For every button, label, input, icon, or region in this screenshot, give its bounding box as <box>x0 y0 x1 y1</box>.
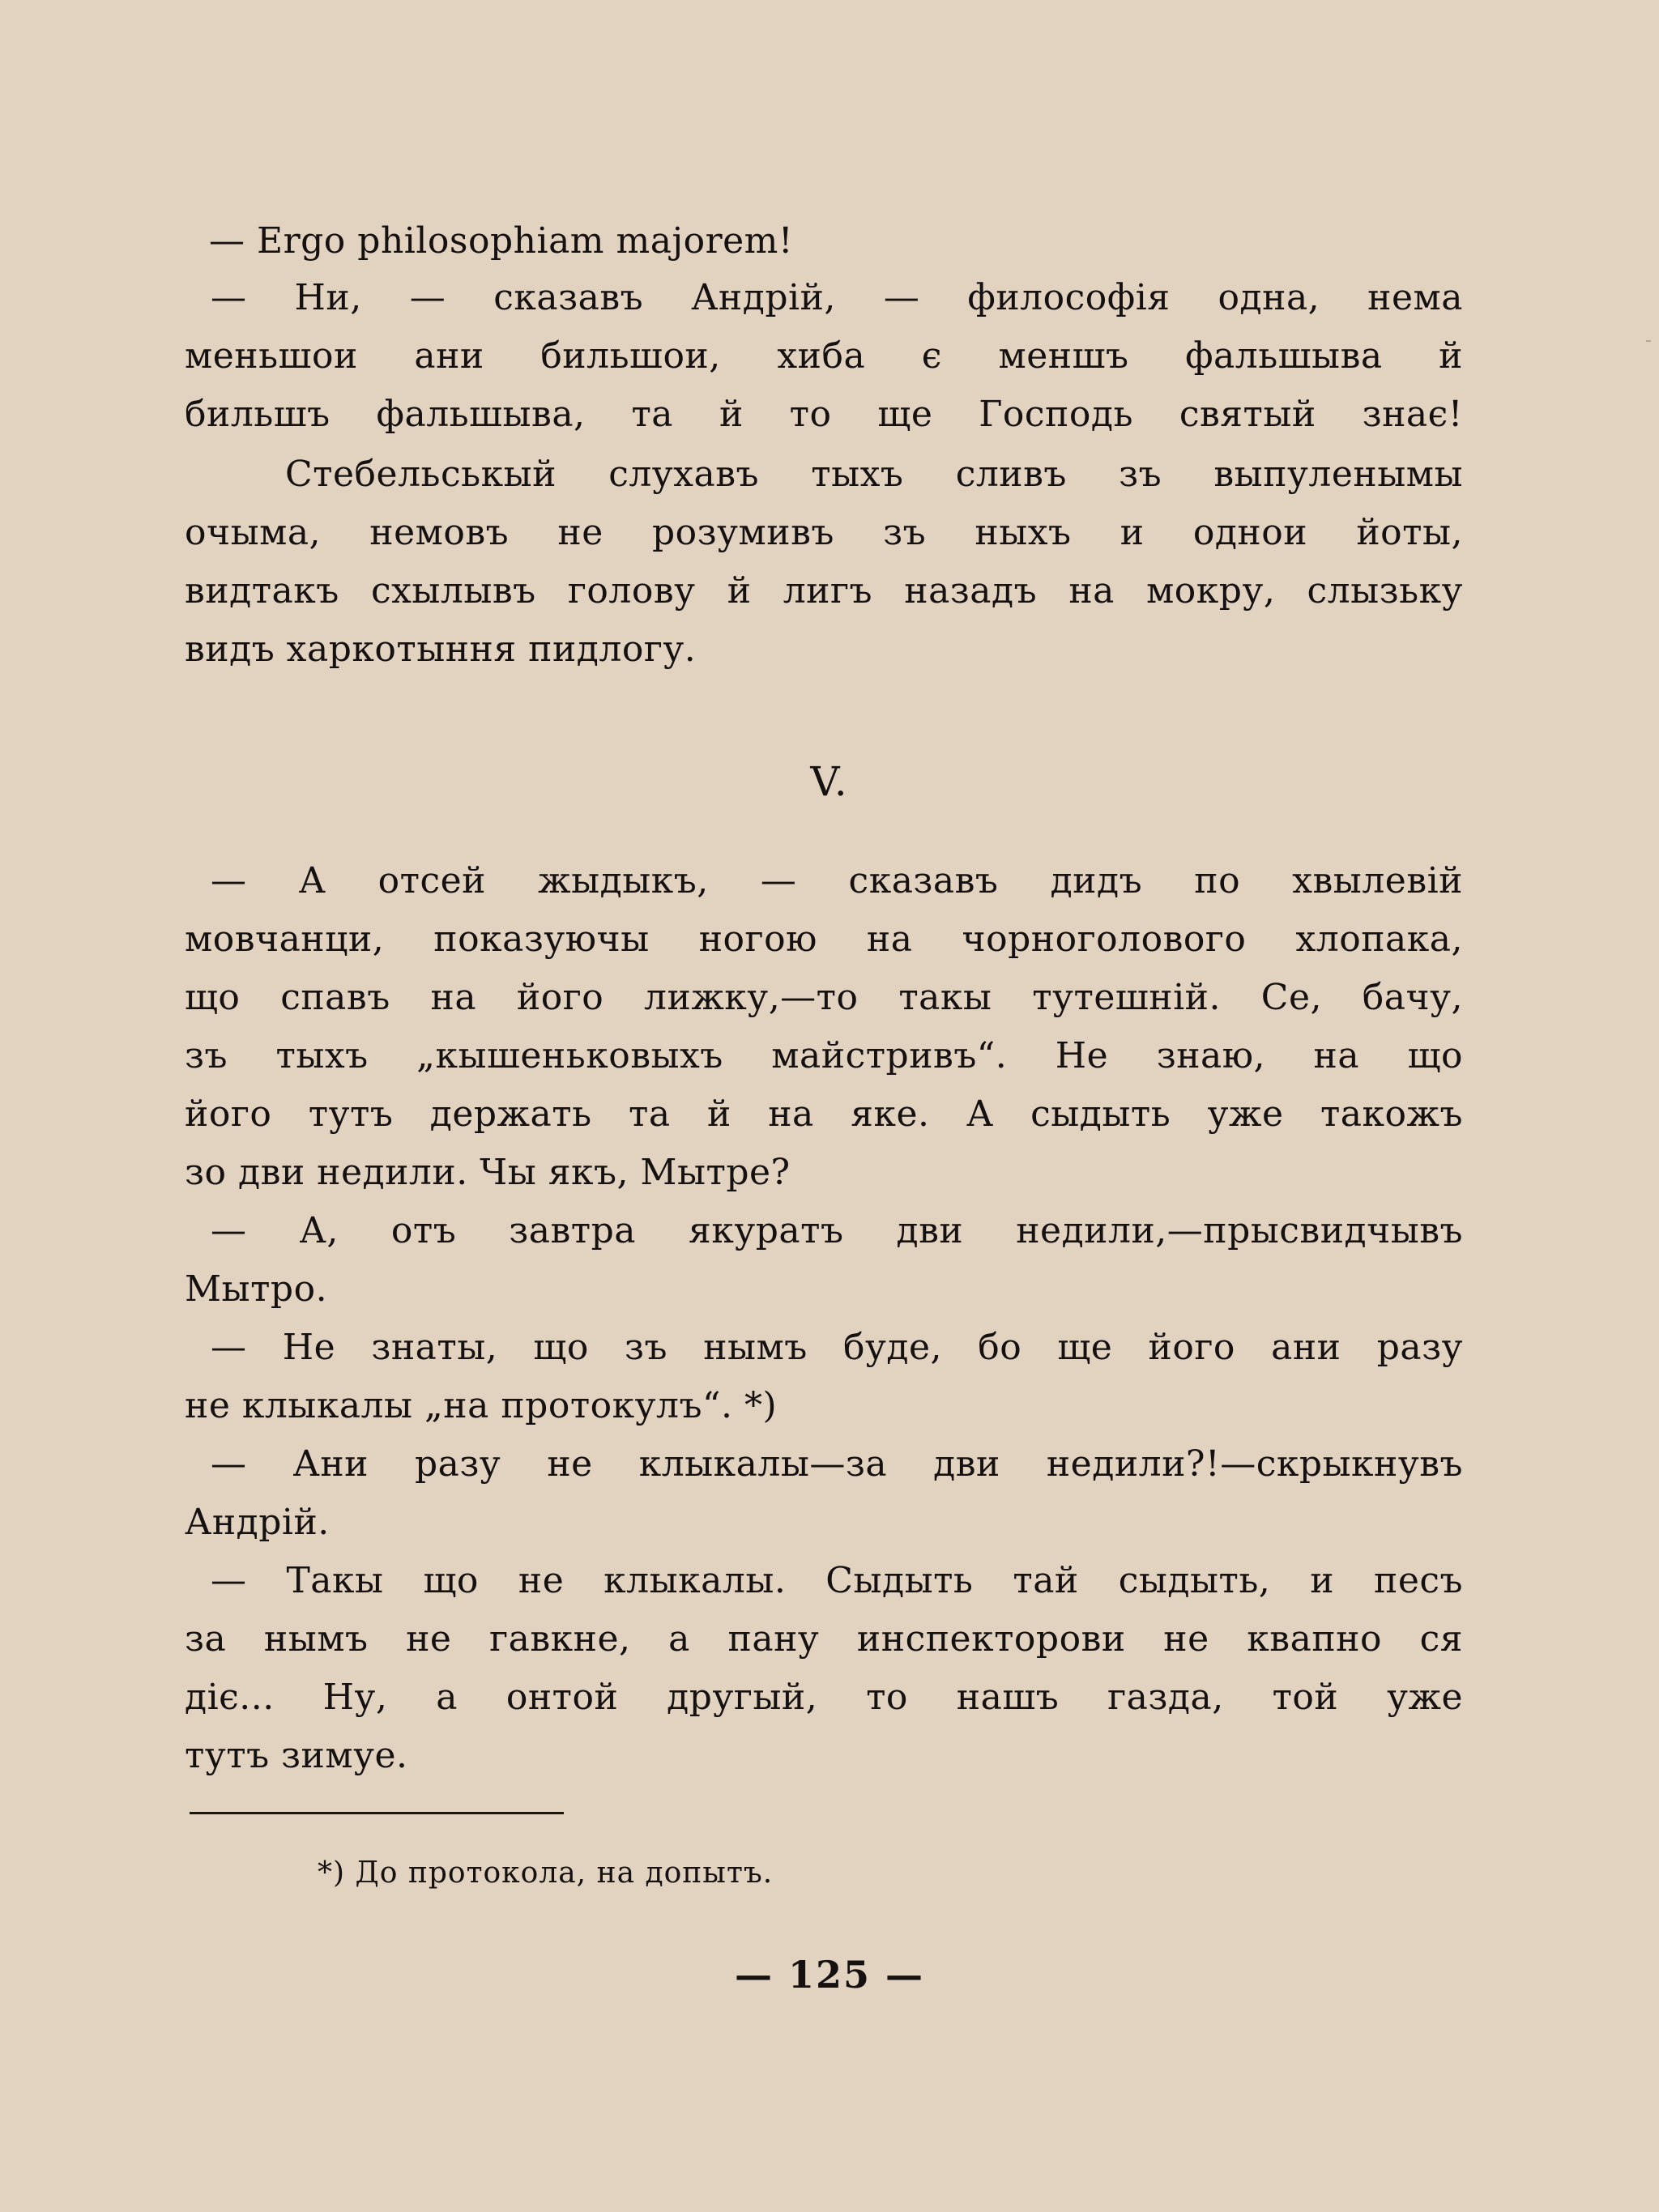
footnote-rule <box>190 1812 564 1814</box>
text-line: — Ани разу не клыкалы—за дви недили?!—скрыкнувъ <box>211 1443 1463 1485</box>
text-line: мовчанци, показуючы ногою на чорноголового хлопака, <box>185 918 1463 960</box>
text-line: — Такы що не клыкалы. Сыдыть тай сыдыть, и песъ <box>211 1560 1463 1601</box>
text-line: Андрій. <box>185 1502 330 1543</box>
text-line: — Не знаты, що зъ нымъ буде, бо ще його ани разу <box>211 1327 1463 1368</box>
text-line: видтакъ схылывъ голову й лигъ назадъ на мокру, слызьку <box>185 570 1463 612</box>
text-line: не клыкалы „на протокулъ“. *) <box>185 1385 778 1426</box>
text-line: — А отсей жыдыкъ, — сказавъ дидъ по хвылевій <box>211 860 1463 901</box>
text-line: Мытро. <box>185 1268 328 1310</box>
text-line: зъ тыхъ „кышеньковыхъ майстривъ“. Не знаю, на що <box>185 1035 1463 1076</box>
text-line: що спавъ на його лижку,—то такы тутешній. Се, бачу, <box>185 977 1463 1018</box>
text-line: — Ergo philosophiam majorem! <box>209 220 794 262</box>
text-line: — А, отъ завтра якуратъ дви недили,—прысвидчывъ <box>211 1210 1463 1251</box>
text-line: його тутъ держать та й на яке. А сыдыть уже такожъ <box>185 1093 1463 1135</box>
chapter-heading: V. <box>810 758 849 805</box>
text-line: бильшъ фальшыва, та й то ще Господь святый знає! <box>185 394 1463 435</box>
text-line: — Ни, — сказавъ Андрій, — философія одна, нема <box>211 277 1463 318</box>
page-number: — 125 — <box>734 1953 925 1997</box>
text-line: меньшои ани бильшои, хиба є меншъ фальшыва й <box>185 335 1463 377</box>
text-line: Стебельськый слухавъ тыхъ сливъ зъ выпуленымы <box>285 454 1463 495</box>
text-line: діє... Ну, а онтой другый, то нашъ газда, той уже <box>185 1677 1463 1718</box>
text-line: очыма, немовъ не розумивъ зъ ныхъ и однои йоты, <box>185 512 1463 553</box>
text-line: зо дви недили. Чы якъ, Мытре? <box>185 1152 791 1193</box>
text-line: тутъ зимуе. <box>185 1735 408 1776</box>
scan-edge-mark <box>1646 340 1651 342</box>
footnote: *) До протокола, на допытъ. <box>318 1856 774 1890</box>
text-line: за нымъ не гавкне, а пану инспекторови не квапно ся <box>185 1618 1463 1660</box>
text-line: видъ харкотыння пидлогу. <box>185 629 697 670</box>
